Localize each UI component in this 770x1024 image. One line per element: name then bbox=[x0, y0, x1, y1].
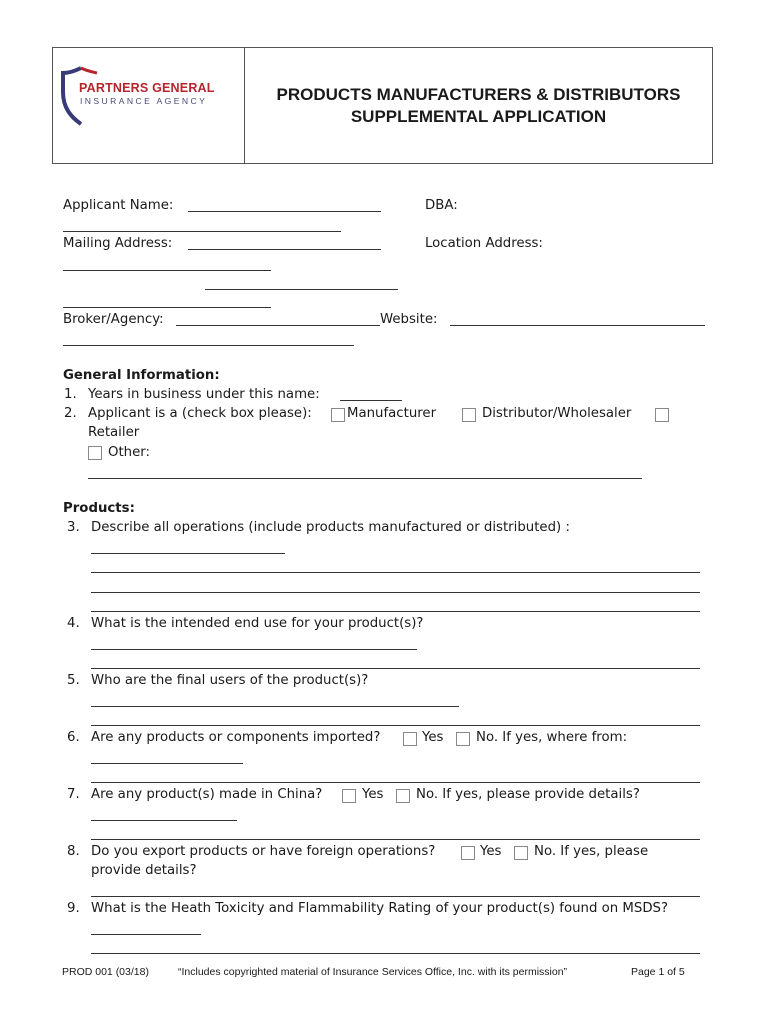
q4-text: What is the intended end use for your product(s)? bbox=[91, 616, 424, 631]
q2-number: 2. bbox=[64, 406, 77, 421]
location-address-field[interactable] bbox=[63, 270, 271, 271]
q6-yes-label: Yes bbox=[422, 730, 444, 745]
broker-field[interactable] bbox=[176, 325, 380, 326]
q9-text: What is the Heath Toxicity and Flammability Rating of your product(s) found on MSDS? bbox=[91, 901, 669, 916]
q3-text: Describe all operations (include products manufactured or distributed) : bbox=[91, 520, 570, 535]
retailer-checkbox[interactable] bbox=[655, 408, 669, 422]
q4-number: 4. bbox=[67, 616, 80, 631]
q1-field[interactable] bbox=[340, 400, 402, 401]
q8-no-checkbox[interactable] bbox=[514, 846, 528, 860]
form-title bbox=[245, 48, 712, 163]
q9-field-2[interactable] bbox=[91, 953, 700, 954]
applicant-name-label: Applicant Name: bbox=[63, 198, 174, 213]
logo-subtitle: INSURANCE AGENCY bbox=[80, 96, 208, 106]
q7-no-label: No. If yes, please provide details? bbox=[416, 787, 640, 802]
q6-yes-checkbox[interactable] bbox=[403, 732, 417, 746]
address-line-3[interactable] bbox=[63, 307, 271, 308]
q4-field-1[interactable] bbox=[91, 649, 417, 650]
applicant-name-field[interactable] bbox=[188, 211, 381, 212]
q8-no-label: No. If yes, please bbox=[534, 844, 649, 859]
form-header bbox=[52, 47, 713, 164]
q5-text: Who are the final users of the product(s)? bbox=[91, 673, 369, 688]
q7-number: 7. bbox=[67, 787, 80, 802]
q2-text: Applicant is a (check box please): bbox=[88, 406, 312, 421]
copyright-notice: “Includes copyrighted material of Insurance Services Office, Inc. with its permission” bbox=[178, 966, 568, 978]
distributor-checkbox[interactable] bbox=[462, 408, 476, 422]
q3-field-4[interactable] bbox=[91, 611, 700, 612]
other-field[interactable] bbox=[88, 478, 642, 479]
q6-no-label: No. If yes, where from: bbox=[476, 730, 628, 745]
q6-no-checkbox[interactable] bbox=[456, 732, 470, 746]
q6-text: Are any products or components imported? bbox=[91, 730, 381, 745]
manufacturer-checkbox[interactable] bbox=[331, 408, 345, 422]
dba-label: DBA: bbox=[425, 198, 458, 213]
mailing-address-field[interactable] bbox=[188, 249, 381, 250]
q3-number: 3. bbox=[67, 520, 80, 535]
form-id: PROD 001 (03/18) bbox=[62, 966, 149, 978]
q7-yes-label: Yes bbox=[362, 787, 384, 802]
dba-field[interactable] bbox=[63, 231, 341, 232]
q3-field-3[interactable] bbox=[91, 592, 700, 593]
other-label: Other: bbox=[108, 445, 151, 460]
broker-label: Broker/Agency: bbox=[63, 312, 164, 327]
q6-field-2[interactable] bbox=[91, 782, 700, 783]
q8-text-cont: provide details? bbox=[91, 863, 197, 878]
general-info-heading: General Information: bbox=[63, 368, 220, 383]
logo-name: PARTNERS GENERAL bbox=[79, 81, 215, 95]
other-checkbox[interactable] bbox=[88, 446, 102, 460]
q7-no-checkbox[interactable] bbox=[396, 789, 410, 803]
q7-field-2[interactable] bbox=[91, 839, 700, 840]
title-line-2: SUPPLEMENTAL APPLICATION bbox=[350, 106, 607, 126]
q7-yes-checkbox[interactable] bbox=[342, 789, 356, 803]
q4-field-2[interactable] bbox=[91, 668, 700, 669]
location-address-label: Location Address: bbox=[425, 236, 543, 251]
q9-field-1[interactable] bbox=[91, 934, 201, 935]
website-field-cont[interactable] bbox=[63, 345, 354, 346]
q5-field-1[interactable] bbox=[91, 706, 459, 707]
q9-number: 9. bbox=[67, 901, 80, 916]
q7-text: Are any product(s) made in China? bbox=[91, 787, 323, 802]
q5-number: 5. bbox=[67, 673, 80, 688]
page-number: Page 1 of 5 bbox=[631, 966, 685, 978]
q3-field-1[interactable] bbox=[91, 553, 285, 554]
products-heading: Products: bbox=[63, 501, 135, 516]
website-field[interactable] bbox=[450, 325, 705, 326]
q5-field-2[interactable] bbox=[91, 725, 700, 726]
retailer-label: Retailer bbox=[88, 425, 140, 440]
q6-number: 6. bbox=[67, 730, 80, 745]
manufacturer-label: Manufacturer bbox=[347, 406, 437, 421]
q3-field-2[interactable] bbox=[91, 572, 700, 573]
q7-field-1[interactable] bbox=[91, 820, 237, 821]
q8-field[interactable] bbox=[91, 896, 700, 897]
q8-yes-checkbox[interactable] bbox=[461, 846, 475, 860]
logo-cell bbox=[53, 48, 245, 163]
q1-text: Years in business under this name: bbox=[88, 387, 320, 402]
q8-number: 8. bbox=[67, 844, 80, 859]
q6-field-1[interactable] bbox=[91, 763, 243, 764]
address-line-2[interactable] bbox=[205, 289, 398, 290]
q8-text: Do you export products or have foreign operations? bbox=[91, 844, 436, 859]
website-label: Website: bbox=[380, 312, 438, 327]
title-line-1: PRODUCTS MANUFACTURERS & DISTRIBUTORS bbox=[276, 84, 681, 104]
distributor-label: Distributor/Wholesaler bbox=[482, 406, 632, 421]
mailing-address-label: Mailing Address: bbox=[63, 236, 173, 251]
q8-yes-label: Yes bbox=[480, 844, 502, 859]
q1-number: 1. bbox=[64, 387, 77, 402]
